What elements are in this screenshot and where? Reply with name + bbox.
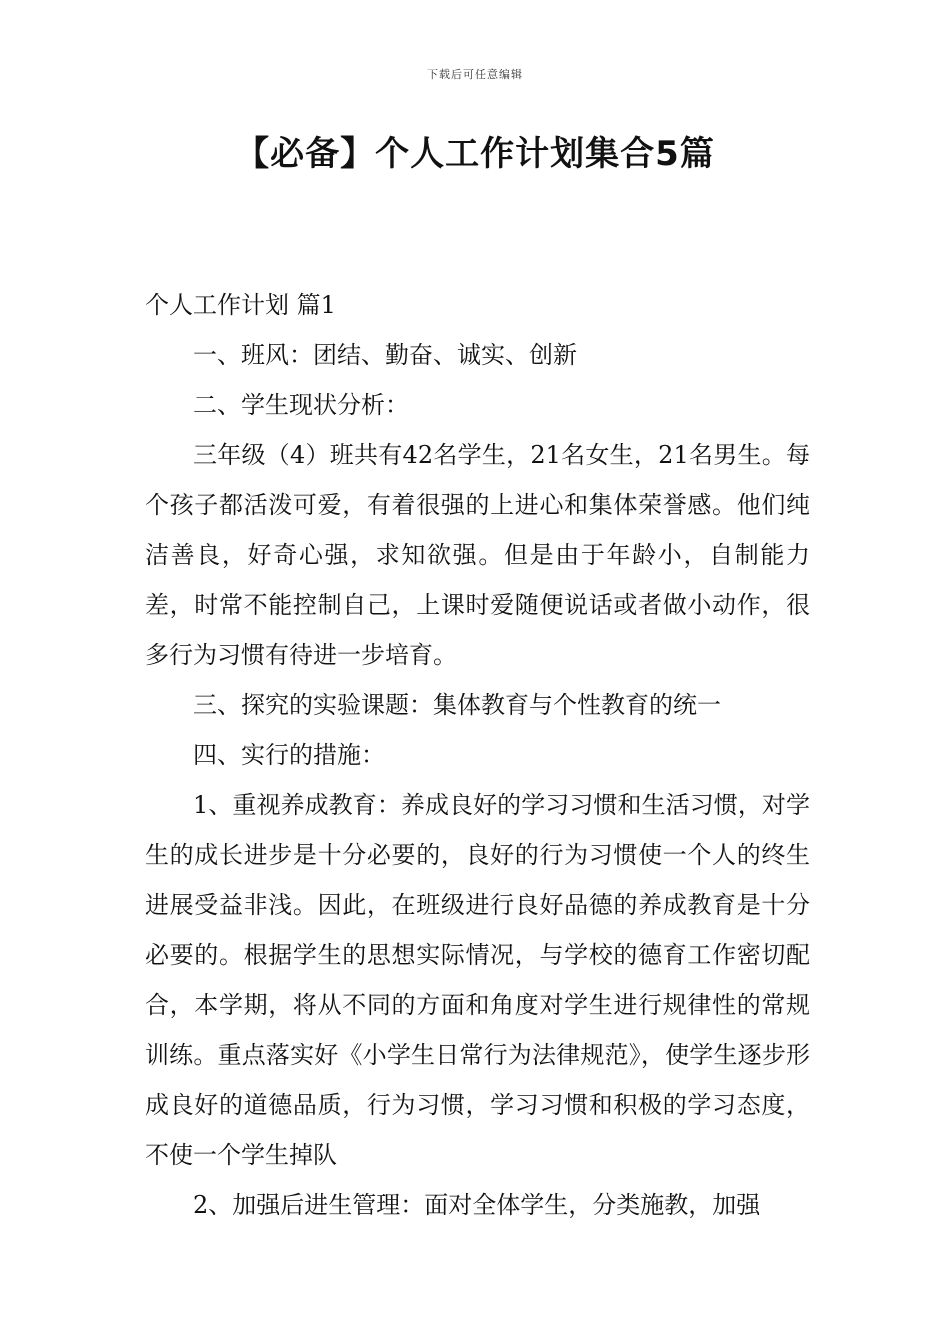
document-title: 【必备】个人工作计划集合5篇 (235, 134, 715, 174)
paragraph: 二、学生现状分析： (193, 391, 409, 419)
document-body (145, 280, 810, 1230)
paragraph: 三年级（4）班共有42名学生，21名女生，21名男生。每个孩子都活泼可爱，有着很强的上进心和集体荣誉感。他们纯洁善良，好奇心强，求知欲强。但是由于年龄小，自制能力差，时常不能控制自己，上课时爱随便说话或者做小动作，很多行为习惯有待进一步培育。 (145, 441, 810, 669)
paragraph: 一、班风：团结、勤奋、诚实、创新 (193, 341, 577, 369)
paragraph: 四、实行的措施： (193, 741, 385, 769)
paragraph: 三、探究的实验课题：集体教育与个性教育的统一 (193, 691, 721, 719)
paragraph: 2、加强后进生管理：面对全体学生，分类施教，加强 (193, 1191, 761, 1219)
section-heading: 个人工作计划 篇1 (145, 291, 336, 319)
page-header-note: 下载后可任意编辑 (427, 68, 523, 81)
paragraph: 1、重视养成教育：养成良好的学习习惯和生活习惯，对学生的成长进步是十分必要的，良好的行为习惯使一个人的终生进展受益非浅。因此，在班级进行良好品德的养成教育是十分必要的。根据学生的思想实际情况，与学校的德育工作密切配合，本学期，将从不同的方面和角度对学生进行规律性的常规训练。重点落实好《小学生日常行为法律规范》，使学生逐步形成良好的道德品质，行为习惯，学习习惯和积极的学习态度，不使一个学生掉队 (145, 791, 810, 1169)
